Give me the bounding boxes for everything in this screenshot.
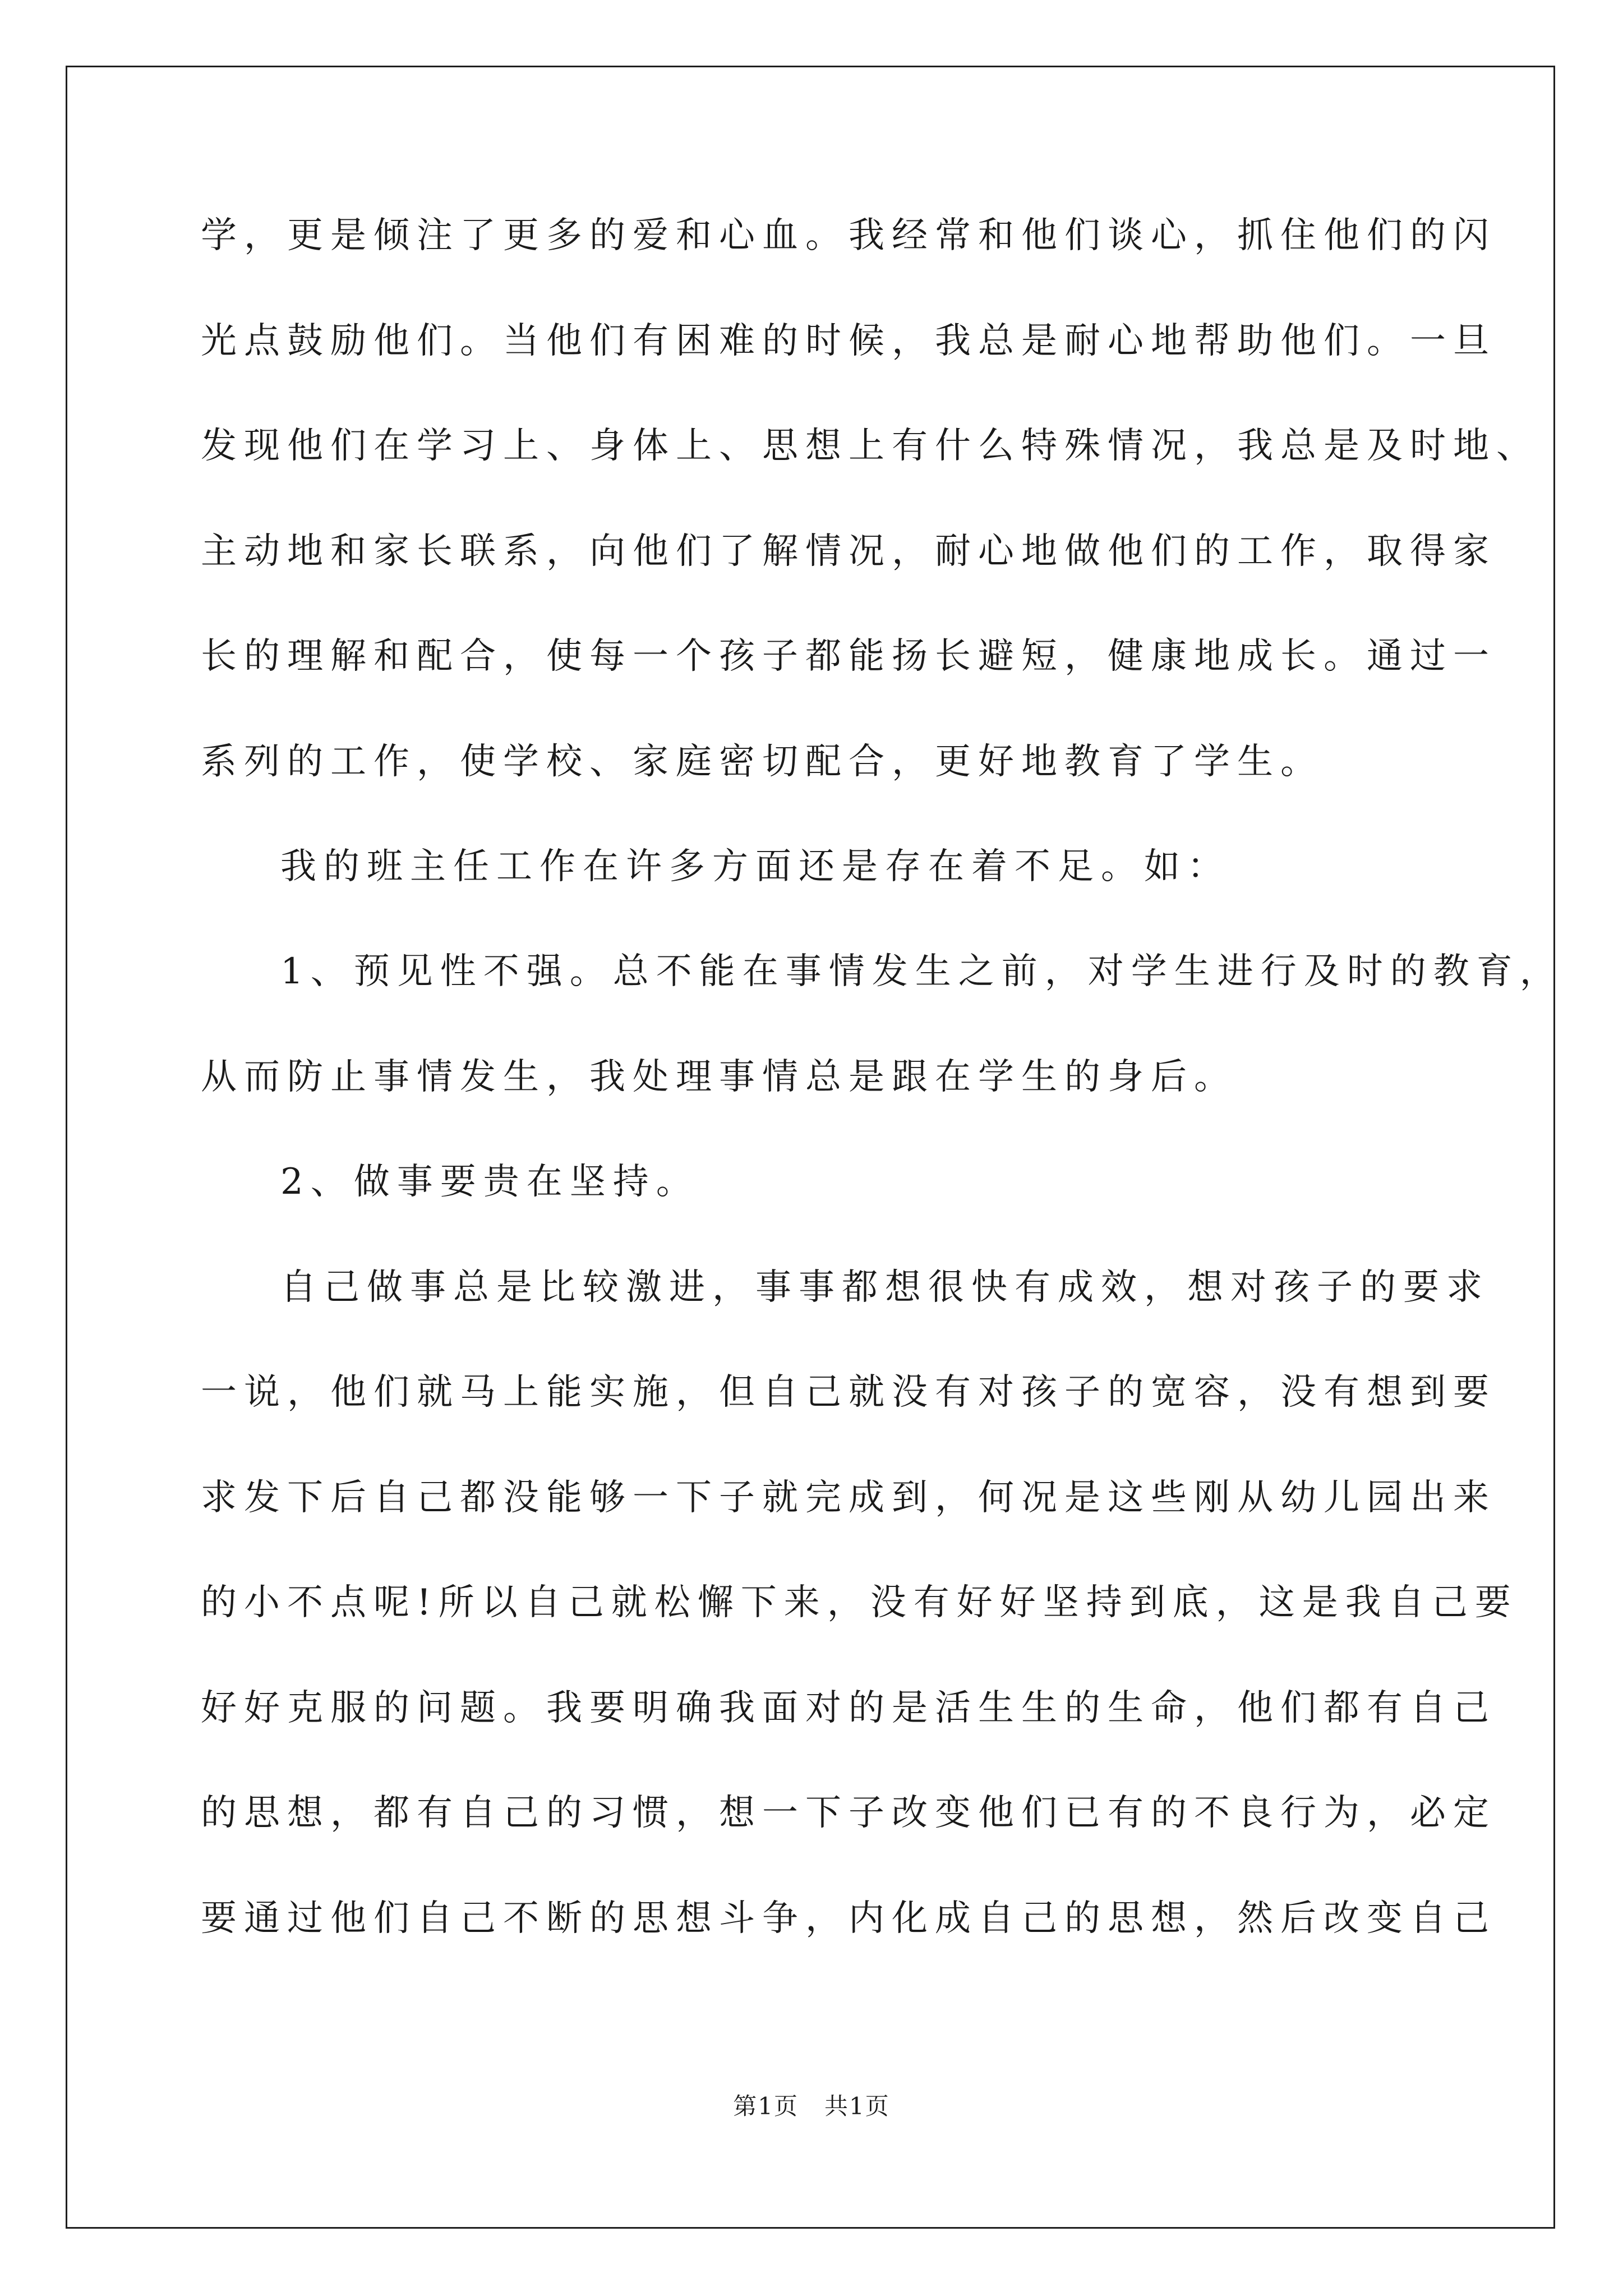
page-footer: 第1页 共1页	[733, 2092, 890, 2120]
text-line: 从而防止事情发生，我处理事情总是跟在学生的身后。	[201, 1056, 1237, 1098]
text-line: 光点鼓励他们。当他们有困难的时候，我总是耐心地帮助他们。一旦	[201, 320, 1496, 362]
text-line: 自己做事总是比较激进，事事都想很快有成效，想对孩子的要求	[280, 1267, 1490, 1308]
text-line: 要通过他们自己不断的思想斗争，内化成自己的思想，然后改变自己	[201, 1898, 1496, 1939]
text-line: 好好克服的问题。我要明确我面对的是活生生的生命，他们都有自己	[201, 1687, 1496, 1729]
text-line: 2、做事要贵在坚持。	[280, 1161, 699, 1203]
text-line: 求发下后自己都没能够一下子就完成到，何况是这些刚从幼儿园出来	[201, 1477, 1496, 1519]
text-line: 的小不点呢!所以自己就松懈下来，没有好好坚持到底，这是我自己要	[201, 1582, 1518, 1623]
text-line: 系列的工作，使学校、家庭密切配合，更好地教育了学生。	[201, 741, 1324, 783]
text-line: 1、预见性不强。总不能在事情发生之前，对学生进行及时的教育，	[280, 951, 1563, 992]
text-line: 主动地和家长联系，向他们了解情况，耐心地做他们的工作，取得家	[201, 531, 1496, 572]
text-line: 我的班主任工作在许多方面还是存在着不足。如：	[280, 846, 1230, 887]
text-line: 发现他们在学习上、身体上、思想上有什么特殊情况，我总是及时地、	[201, 425, 1539, 467]
text-line: 的思想，都有自己的习惯，想一下子改变他们已有的不良行为，必定	[201, 1792, 1496, 1834]
text-line: 学，更是倾注了更多的爱和心血。我经常和他们谈心，抓住他们的闪	[201, 215, 1496, 256]
text-line: 一说，他们就马上能实施，但自己就没有对孩子的宽容，没有想到要	[201, 1372, 1496, 1413]
text-line: 长的理解和配合，使每一个孩子都能扬长避短，健康地成长。通过一	[201, 636, 1496, 677]
